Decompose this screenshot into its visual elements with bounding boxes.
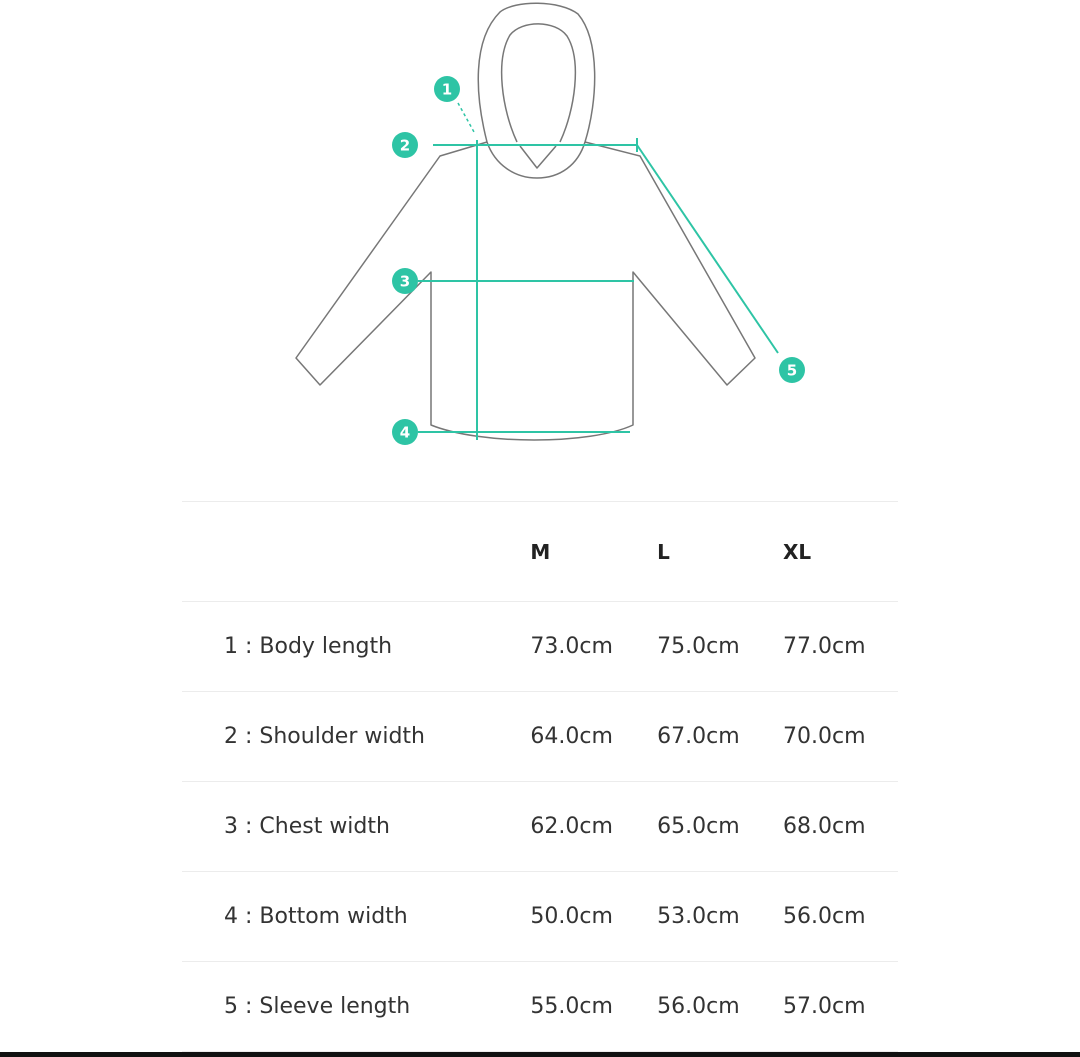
header-cell-m: M [530,502,657,602]
marker-2-label: 2 [399,136,411,155]
value-xl: 56.0cm [783,872,898,962]
sleeve-length-line [637,145,778,353]
value-xl: 70.0cm [783,692,898,782]
header-cell-blank [182,502,530,602]
value-m: 73.0cm [530,602,657,692]
value-l: 75.0cm [657,602,783,692]
table-row [182,962,898,1052]
value-l: 56.0cm [657,962,783,1052]
measurement-lines [418,103,778,440]
marker-4 [392,419,418,445]
size-chart-table [182,501,898,1052]
value-l: 53.0cm [657,872,783,962]
body-outline [296,142,755,440]
value-xl: 77.0cm [783,602,898,692]
marker-2 [392,132,418,158]
neck-v [520,146,556,168]
neckline [487,142,585,178]
table-header-row [182,502,898,602]
marker-3 [392,268,418,294]
table-row [182,692,898,782]
table-row [182,782,898,872]
hoodie-outline [296,3,755,440]
measurement-label: 2 : Shoulder width [182,692,530,782]
header-cell-l: L [657,502,783,602]
marker-1 [434,76,460,102]
marker-3-label: 3 [399,272,411,291]
marker-5-label: 5 [786,361,798,380]
value-m: 50.0cm [530,872,657,962]
value-m: 55.0cm [530,962,657,1052]
marker-5 [779,357,805,383]
header-cell-xl: XL [783,502,898,602]
bottom-border-bar [0,1052,1080,1057]
hoodie-measurement-diagram [0,0,1080,470]
value-xl: 68.0cm [783,782,898,872]
measurement-label: 1 : Body length [182,602,530,692]
table-row [182,602,898,692]
measurement-label: 3 : Chest width [182,782,530,872]
hood-inner [502,24,576,142]
value-m: 64.0cm [530,692,657,782]
table-row [182,872,898,962]
marker-4-label: 4 [399,423,411,442]
value-l: 65.0cm [657,782,783,872]
value-xl: 57.0cm [783,962,898,1052]
value-m: 62.0cm [530,782,657,872]
measurement-label: 5 : Sleeve length [182,962,530,1052]
value-l: 67.0cm [657,692,783,782]
body-length-leader [458,103,474,132]
measurement-label: 4 : Bottom width [182,872,530,962]
marker-1-label: 1 [441,80,453,99]
